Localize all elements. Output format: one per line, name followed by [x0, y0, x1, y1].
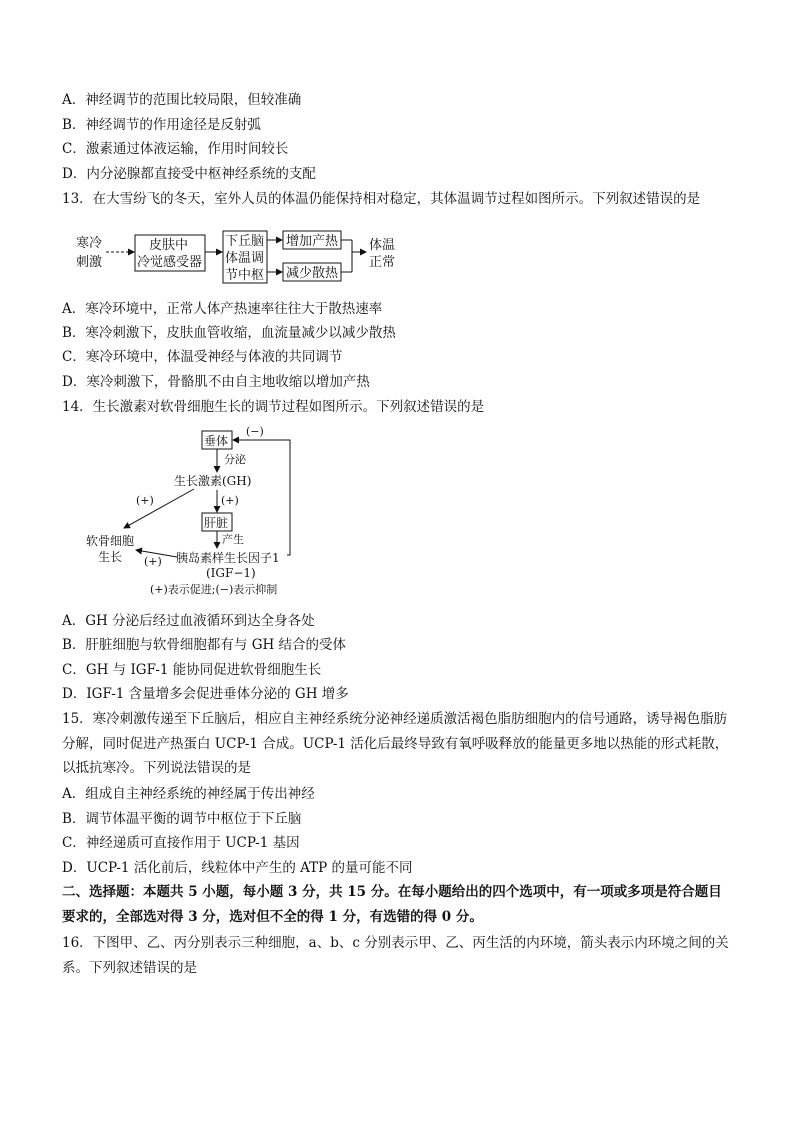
- q15-option-a: A．组成自主神经系统的神经属于传出神经: [62, 786, 315, 802]
- q14-option-d: D．IGF-1 含量增多会促进垂体分泌的 GH 增多: [62, 686, 349, 702]
- q13-result-line2: 正常: [369, 255, 396, 270]
- q14-stem: 14．生长激素对软骨细胞生长的调节过程如图所示。下列叙述错误的是: [62, 399, 485, 415]
- q12-option-c: C．激素通过体液运输，作用时间较长: [62, 141, 289, 157]
- q13-center-line3: 节中枢: [225, 268, 265, 283]
- q13-decrease-label: 减少散热: [286, 266, 339, 281]
- q13-receptor-line2: 冷觉感受器: [137, 255, 203, 270]
- q13-option-a: A．寒冷环境中，正常人体产热速率往往大于散热速率: [62, 301, 383, 317]
- q13-stimulus-line1: 寒冷: [76, 236, 103, 251]
- q14-pituitary-label: 垂体: [204, 434, 229, 448]
- q13-option-d: D．寒冷刺激下，骨骼肌不由自主地收缩以增加产热: [62, 374, 370, 390]
- q15-option-b: B．调节体温平衡的调节中枢位于下丘脑: [62, 811, 302, 827]
- q14-option-b: B．肝脏细胞与软骨细胞都有与 GH 结合的受体: [62, 637, 347, 653]
- q14-inhibit-label: (−): [246, 425, 264, 438]
- q14-liver-label: 肝脏: [204, 516, 229, 530]
- q13-increase-label: 增加产热: [286, 234, 339, 249]
- q13-diagram: [62, 222, 422, 292]
- q14-promote-b-label: (+): [221, 494, 239, 507]
- section-2-heading: 二、选择题：本题共 5 小题，每小题 3 分，共 15 分。在每小题给出的四个选项中，有一项或多项是符合题目要求的，全部选对得 3 分，选对但不全的得 1 分，有选错的得 0 分。: [62, 884, 722, 925]
- q14-option-a: A．GH 分泌后经过血液循环到达全身各处: [62, 613, 315, 629]
- q14-secrete-label: 分泌: [224, 453, 246, 466]
- q14-cartilage-line1: 软骨细胞: [86, 534, 135, 548]
- q12-option-a: A．神经调节的范围比较局限，但较准确: [62, 92, 302, 108]
- q14-promote-a-label: (+): [136, 494, 154, 507]
- q12-option-b: B．神经调节的作用途径是反射弧: [62, 117, 261, 133]
- q14-option-c: C．GH 与 IGF-1 能协同促进软骨细胞生长: [62, 662, 322, 678]
- q13-stem: 13．在大雪纷飞的冬天，室外人员的体温仍能保持相对稳定，其体温调节过程如图所示。下列叙述错误的是: [62, 191, 701, 207]
- q15-stem: 15．寒冷刺激传递至下丘脑后，相应自主神经系统分泌神经递质激活褐色脂肪细胞内的信号通路，诱导褐色脂肪分解，同时促进产热蛋白 UCP-1 合成。UCP-1 活化后最终导致有氧呼吸释放的能量更多地以热能的形式耗散，以抵抗寒冷。下列说法错误的是: [62, 711, 729, 776]
- q13-stimulus-line2: 刺激: [76, 255, 103, 270]
- q14-gh-label: 生长激素(GH): [174, 474, 252, 488]
- q15-option-c: C．神经递质可直接作用于 UCP-1 基因: [62, 835, 300, 851]
- q13-receptor-line1: 皮肤中: [149, 238, 189, 253]
- q14-igf-line1: 胰岛素样生长因子1: [176, 551, 280, 565]
- q14-promote-c-label: (+): [144, 555, 162, 568]
- q14-cartilage-line2: 生长: [98, 550, 123, 564]
- q13-center-line2: 体温调: [225, 251, 265, 266]
- q13-option-b: B．寒冷刺激下，皮肤血管收缩，血流量减少以减少散热: [62, 325, 396, 341]
- q13-option-c: C．寒冷环境中，体温受神经与体液的共同调节: [62, 349, 343, 365]
- q14-legend: (+)表示促进;(−)表示抑制: [150, 583, 278, 596]
- q15-option-d: D．UCP-1 活化前后，线粒体中产生的 ATP 的量可能不同: [62, 860, 413, 876]
- q12-option-d: D．内分泌腺都直接受中枢神经系统的支配: [62, 166, 316, 182]
- q16-stem: 16．下图甲、乙、丙分别表示三种细胞，a、b、c 分别表示甲、乙、丙生活的内环境，箭头表示内环境之间的关系。下列叙述错误的是: [62, 935, 729, 976]
- q13-result-line1: 体温: [369, 238, 396, 253]
- q14-igf-line2: (IGF−1): [206, 566, 256, 580]
- q14-produce-label: 产生: [222, 533, 244, 546]
- q13-center-line1: 下丘脑: [225, 234, 265, 249]
- q14-diagram: [62, 420, 342, 600]
